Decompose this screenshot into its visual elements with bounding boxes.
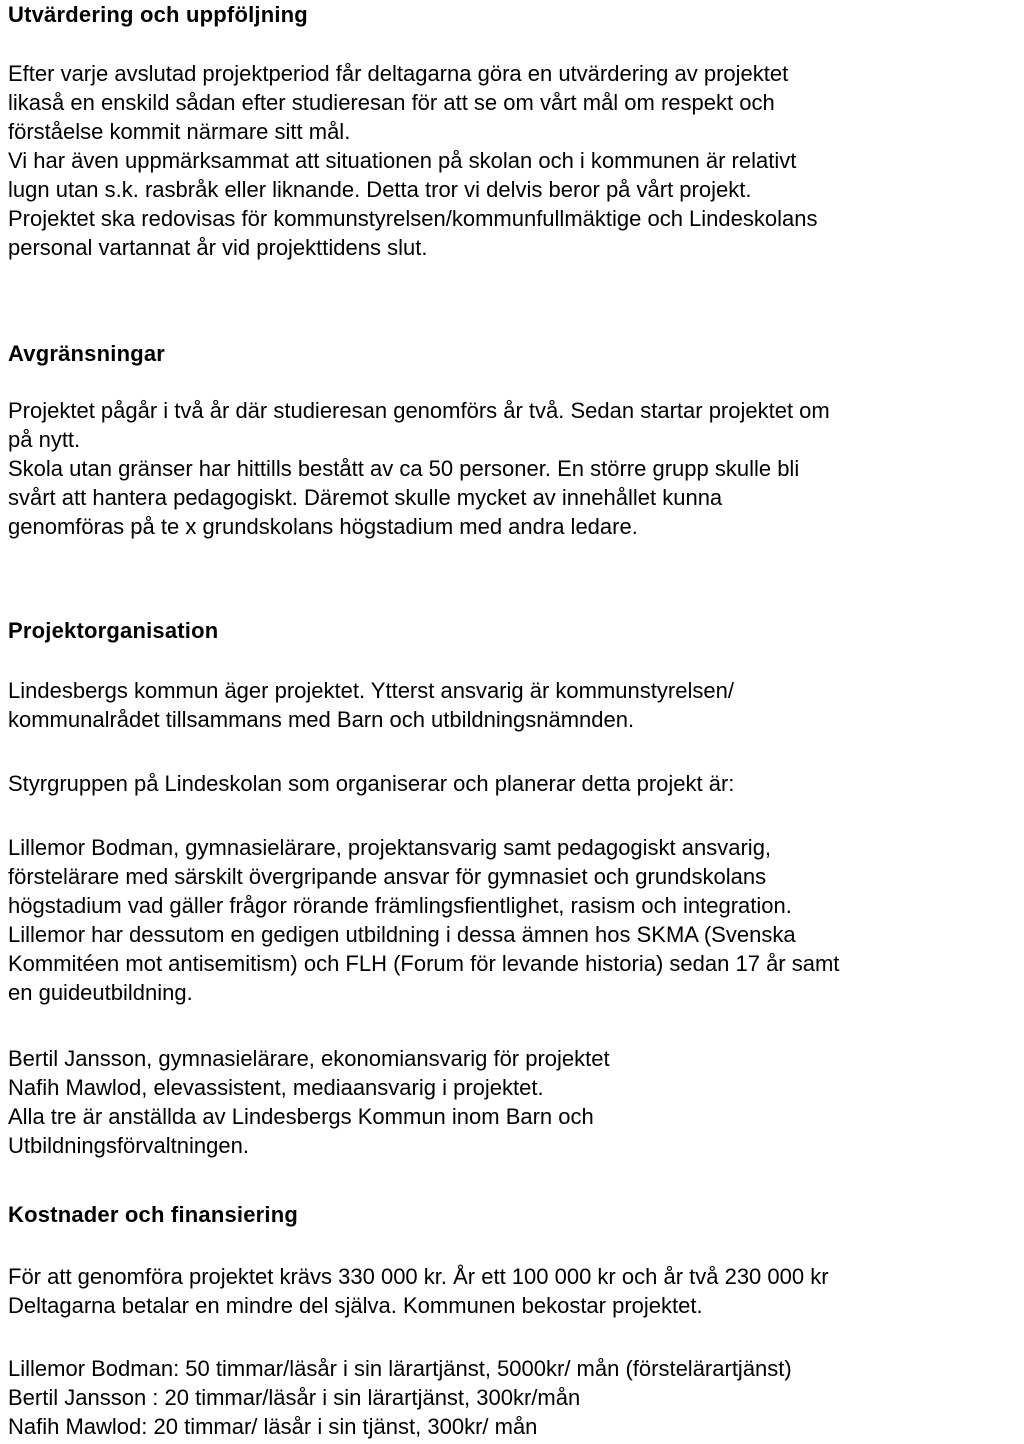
paragraph-lillemor [8, 833, 839, 1007]
text-line: Lillemor har dessutom en gedigen utbildning i dessa ämnen hos SKMA (Svenska [8, 922, 796, 947]
heading-utvardering: Utvärdering och uppföljning [8, 2, 308, 27]
text-line: Nafih Mawlod: 20 timmar/ läsår i sin tjänst, 300kr/ mån [8, 1414, 538, 1439]
text-line: Vi har även uppmärksammat att situationen på skolan och i kommunen är relativt [8, 148, 797, 173]
text-line: Utbildningsförvaltningen. [8, 1133, 249, 1158]
text-line: lugn utan s.k. rasbråk eller liknande. Detta tror vi delvis beror på vårt projekt. [8, 177, 752, 202]
text-line: förståelse kommit närmare sitt mål. [8, 119, 351, 144]
text-line: Skola utan gränser har hittills bestått av ca 50 personer. En större grupp skulle bli [8, 456, 800, 481]
text-line: För att genomföra projektet krävs 330 000 kr. År ett 100 000 kr och år två 230 000 kr [8, 1264, 829, 1289]
text-line: Bertil Jansson, gymnasielärare, ekonomiansvarig för projektet [8, 1046, 610, 1071]
text-line: på nytt. [8, 427, 81, 452]
text-line: en guideutbildning. [8, 980, 193, 1005]
paragraph-kostnad [8, 1262, 829, 1320]
text-line: Bertil Jansson : 20 timmar/läsår i sin lärartjänst, 300kr/mån [8, 1385, 581, 1410]
text-line: genomföras på te x grundskolans högstadium med andra ledare. [8, 514, 638, 539]
text-line: förstelärare med särskilt övergripande ansvar för gymnasiet och grundskolans [8, 864, 767, 889]
text-line: svårt att hantera pedagogiskt. Däremot skulle mycket av innehållet kunna [8, 485, 723, 510]
paragraph-styrgrupp [8, 769, 734, 798]
text-line: Projektet ska redovisas för kommunstyrelsen/kommunfullmäktige och Lindeskolans [8, 206, 818, 231]
heading-avgransningar: Avgränsningar [8, 341, 166, 366]
paragraph-timmar [8, 1354, 792, 1441]
text-line: kommunalrådet tillsammans med Barn och utbildningsnämnden. [8, 707, 635, 732]
text-line: Kommitéen mot antisemitism) och FLH (Forum för levande historia) sedan 17 år samt [8, 951, 840, 976]
text-line: Styrgruppen på Lindeskolan som organiserar och planerar detta projekt är: [8, 771, 735, 796]
heading-kostnader: Kostnader och finansiering [8, 1202, 299, 1227]
paragraph-agare [8, 676, 734, 734]
text-line: likaså en enskild sådan efter studieresan för att se om vårt mål om respekt och [8, 90, 775, 115]
text-line: Lillemor Bodman, gymnasielärare, projektansvarig samt pedagogiskt ansvarig, [8, 835, 772, 860]
paragraph-utvardering [8, 59, 817, 262]
text-line: Efter varje avslutad projektperiod får deltagarna göra en utvärdering av projektet [8, 61, 789, 86]
text-line: Alla tre är anställda av Lindesbergs Kommun inom Barn och [8, 1104, 594, 1129]
paragraph-medlemmar [8, 1044, 610, 1160]
text-line: Deltagarna betalar en mindre del själva. Kommunen bekostar projektet. [8, 1293, 703, 1318]
text-line: högstadium vad gäller frågor rörande främlingsfientlighet, rasism och integration. [8, 893, 792, 918]
heading-projektorganisation: Projektorganisation [8, 618, 219, 643]
text-line: Lindesbergs kommun äger projektet. Ytterst ansvarig är kommunstyrelsen/ [8, 678, 734, 703]
text-line: Nafih Mawlod, elevassistent, mediaansvarig i projektet. [8, 1075, 544, 1100]
text-line: personal vartannat år vid projekttidens slut. [8, 235, 428, 260]
paragraph-avgransningar [8, 396, 830, 541]
text-line: Lillemor Bodman: 50 timmar/läsår i sin lärartjänst, 5000kr/ mån (förstelärartjänst) [8, 1356, 792, 1381]
text-line: Projektet pågår i två år där studieresan genomförs år två. Sedan startar projektet om [8, 398, 830, 423]
